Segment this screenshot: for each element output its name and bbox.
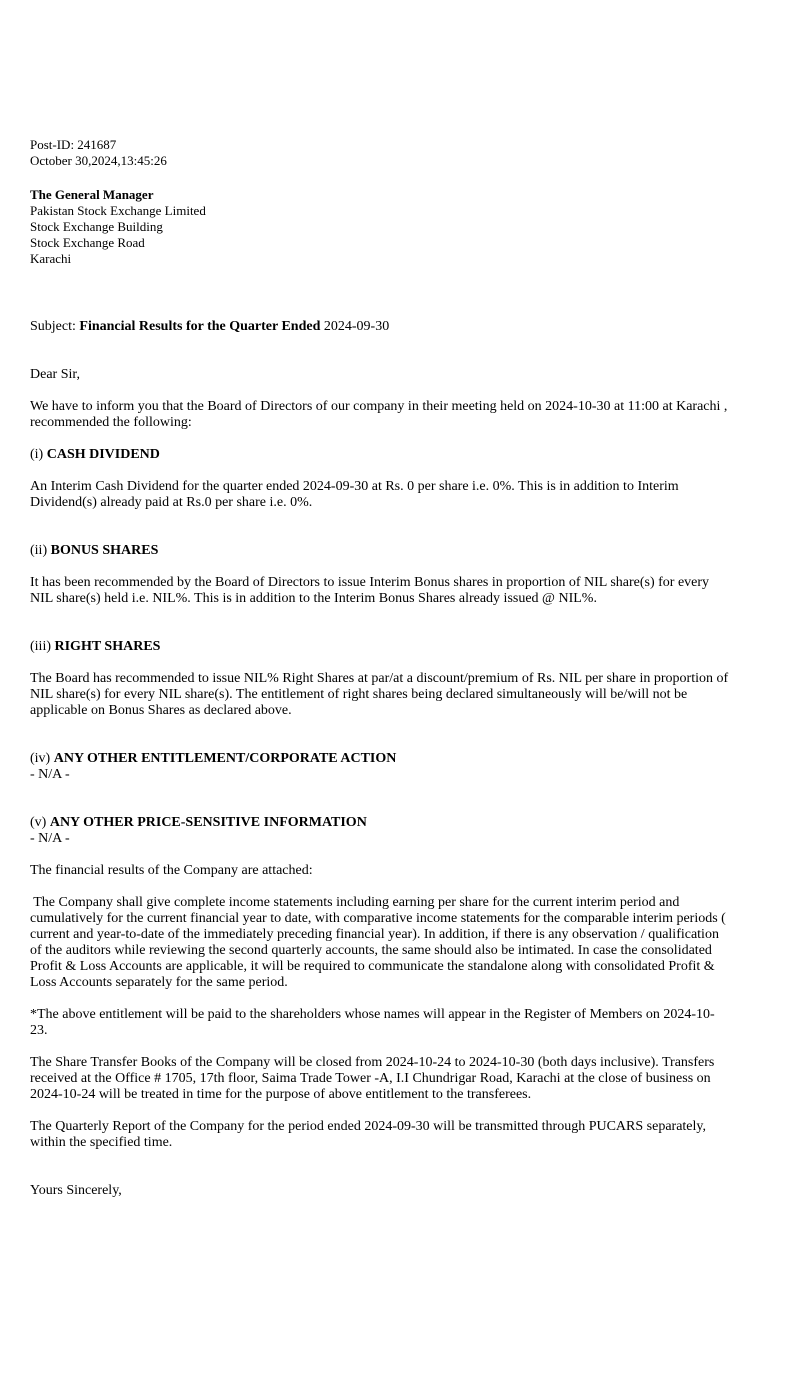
text-line: - N/A - <box>30 767 70 782</box>
section-heading-cash-dividend <box>30 447 800 463</box>
text-line: The Share Transfer Books of the Company will be closed from 2024-10-24 to 2024-10-30 (both days inclusive). Transfers <box>30 1055 715 1070</box>
text-line: NIL share(s) held i.e. NIL%. This is in addition to the Interim Bonus Shares already issued @ NIL%. <box>30 591 597 606</box>
subject-line <box>30 319 800 335</box>
income-statement-paragraph <box>30 895 800 991</box>
text-line: recommended the following: <box>30 415 192 430</box>
subject-date: 2024-09-30 <box>323 319 390 334</box>
post-id: Post-ID: 241687 <box>30 137 117 152</box>
section-number: (iii) <box>30 639 51 654</box>
text-line: *The above entitlement will be paid to the shareholders whose names will appear in the Register of Members on 2024-10- <box>30 1007 715 1022</box>
text-line: of the auditors while reviewing the second quarterly accounts, the same should also be intimated. In case the consolidated <box>30 943 712 958</box>
section-heading-right-shares <box>30 639 800 655</box>
section-number: (v) <box>30 815 47 830</box>
text-line: - N/A - <box>30 831 70 846</box>
section-body-bonus-shares <box>30 575 800 607</box>
section-title: BONUS SHARES <box>50 543 159 558</box>
salutation: Dear Sir, <box>30 367 80 382</box>
section-body-right-shares <box>30 671 800 719</box>
address-line: Pakistan Stock Exchange Limited <box>30 203 206 218</box>
address-line: Karachi <box>30 251 72 266</box>
section-title: ANY OTHER ENTITLEMENT/CORPORATE ACTION <box>53 751 397 766</box>
address-line: Stock Exchange Road <box>30 235 145 250</box>
text-line: An Interim Cash Dividend for the quarter ended 2024-09-30 at Rs. 0 per share i.e. 0%. This is in addition to Interim <box>30 479 679 494</box>
text-line: NIL share(s) for every NIL share(s). The entitlement of right shares being declared simultaneously will be/will not be <box>30 687 688 702</box>
results-intro: The financial results of the Company are attached: <box>30 863 313 878</box>
text-line: The Quarterly Report of the Company for the period ended 2024-09-30 will be transmitted through PUCARS separately, <box>30 1119 706 1134</box>
post-datetime: October 30,2024,13:45:26 <box>30 153 167 168</box>
entitlement-paragraph <box>30 1007 800 1039</box>
text-line: applicable on Bonus Shares as declared above. <box>30 703 292 718</box>
quarterly-report-paragraph <box>30 1119 800 1151</box>
subject-label: Subject: <box>30 319 76 334</box>
section-number: (i) <box>30 447 44 462</box>
text-line: We have to inform you that the Board of Directors of our company in their meeting held on 2024-10-30 at 11:00 at Karachi , <box>30 399 728 414</box>
recipient-title: The General Manager <box>30 187 154 202</box>
text-line: cumulatively for the current financial year to date, with comparative income statements for the comparable interim periods ( <box>30 911 726 926</box>
text-line: It has been recommended by the Board of Directors to issue Interim Bonus shares in proportion of NIL share(s) for every <box>30 575 710 590</box>
text-line: Dividend(s) already paid at Rs.0 per share i.e. 0%. <box>30 495 313 510</box>
text-line: within the specified time. <box>30 1135 173 1150</box>
recipient-address <box>30 187 800 267</box>
text-line: received at the Office # 1705, 17th floor, Saima Trade Tower -A, I.I Chundrigar Road, Karachi at the close of business on <box>30 1071 711 1086</box>
text-line: The Board has recommended to issue NIL% Right Shares at par/at a discount/premium of Rs. NIL per share in proportion of <box>30 671 729 686</box>
subject-title: Financial Results for the Quarter Ended <box>79 319 321 334</box>
section-body-cash-dividend <box>30 479 800 511</box>
closing: Yours Sincerely, <box>30 1183 122 1198</box>
text-line: current and year-to-date of the immediately preceding financial year). In addition, if there is any observation / qualification <box>30 927 719 942</box>
text-line: The Company shall give complete income statements including earning per share for the current interim period and <box>30 895 680 910</box>
section-number: (iv) <box>30 751 51 766</box>
text-line: 2024-10-24 will be treated in time for the purpose of above entitlement to the transferees. <box>30 1087 532 1102</box>
section-price-sensitive <box>30 815 800 847</box>
address-line: Stock Exchange Building <box>30 219 163 234</box>
text-line: Profit & Loss Accounts are applicable, it will be required to communicate the standalone along with consolidated Profit & <box>30 959 715 974</box>
section-title: RIGHT SHARES <box>54 639 161 654</box>
letter-header <box>30 137 800 169</box>
intro-paragraph <box>30 399 800 431</box>
section-title: CASH DIVIDEND <box>46 447 160 462</box>
section-heading-bonus-shares <box>30 543 800 559</box>
section-other-entitlement <box>30 751 800 783</box>
text-line: 23. <box>30 1023 48 1038</box>
section-number: (ii) <box>30 543 48 558</box>
book-closure-paragraph <box>30 1055 800 1103</box>
section-title: ANY OTHER PRICE-SENSITIVE INFORMATION <box>49 815 367 830</box>
text-line: Loss Accounts separately for the same period. <box>30 975 288 990</box>
